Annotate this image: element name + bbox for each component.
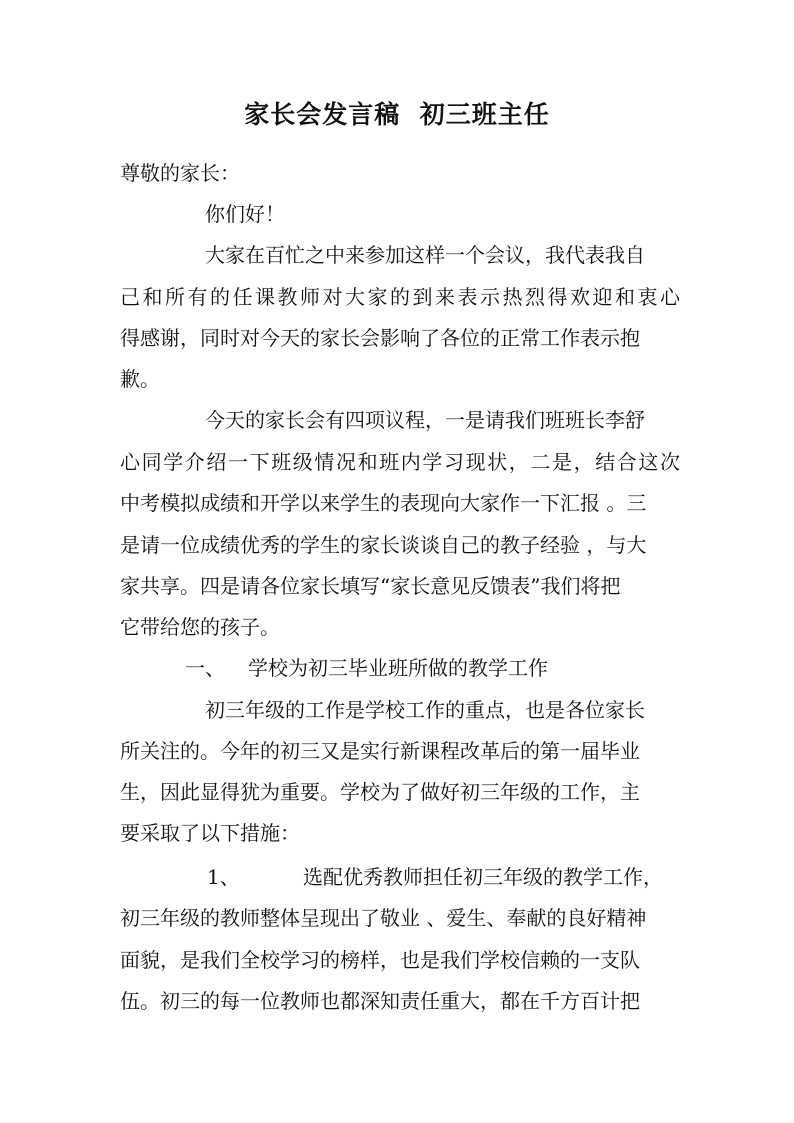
paragraph-line: 今天的家长会有四项议程，一是请我们班班长李舒: [205, 408, 645, 432]
paragraph-line: 初三年级的教师整体呈现出了敬业 、爱生、奉献的良好精神: [120, 906, 647, 930]
paragraph-line: 伍。初三的每一位教师也都深知责任重大，都在千方百计把: [120, 989, 640, 1013]
paragraph-line: 要采取了以下措施：: [120, 821, 300, 845]
salutation: 尊敬的家长：: [120, 161, 240, 185]
paragraph-line: 大家在百忙之中来参加这样一个会议，我代表我自: [205, 243, 645, 267]
paragraph-line: 心同学介绍一下班级情况和班内学习现状，二是，结合这次: [120, 450, 680, 474]
paragraph-line: 中考模拟成绩和开学以来学生的表现向大家作一下汇报 。三: [120, 491, 647, 515]
list-item-number: 1、: [207, 865, 240, 889]
paragraph-line: 歉。: [120, 367, 160, 391]
section-number: 一、: [185, 656, 225, 680]
paragraph-line: 是请一位成绩优秀的学生的家长谈谈自己的教子经验 ，与大: [120, 533, 647, 557]
paragraph-line: 面貌，是我们全校学习的榜样，也是我们学校信赖的一支队: [120, 948, 640, 972]
paragraph-line: 初三年级的工作是学校工作的重点，也是各位家长: [205, 698, 645, 722]
list-item-first-line: 选配优秀教师担任初三年级的教学工作，: [303, 865, 663, 889]
paragraph-line: 家共享。四是请各位家长填写“家长意见反馈表”我们将把: [120, 574, 621, 598]
paragraph-line: 它带给您的孩子。: [120, 615, 280, 639]
paragraph-line: 所关注的。今年的初三又是实行新课程改革后的第一届毕业: [120, 739, 640, 763]
document-title: 家长会发言稿 初三班主任: [244, 100, 550, 129]
paragraph-line: 生，因此显得犹为重要。学校为了做好初三年级的工作，主: [120, 780, 640, 804]
paragraph-line: 得感谢，同时对今天的家长会影响了各位的正常工作表示抱: [120, 326, 640, 350]
section-heading: 学校为初三毕业班所做的教学工作: [248, 656, 548, 680]
paragraph-line: 己和所有的任课教师对大家的到来表示热烈得欢迎和衷心: [120, 285, 680, 309]
greeting: 你们好！: [205, 202, 285, 226]
